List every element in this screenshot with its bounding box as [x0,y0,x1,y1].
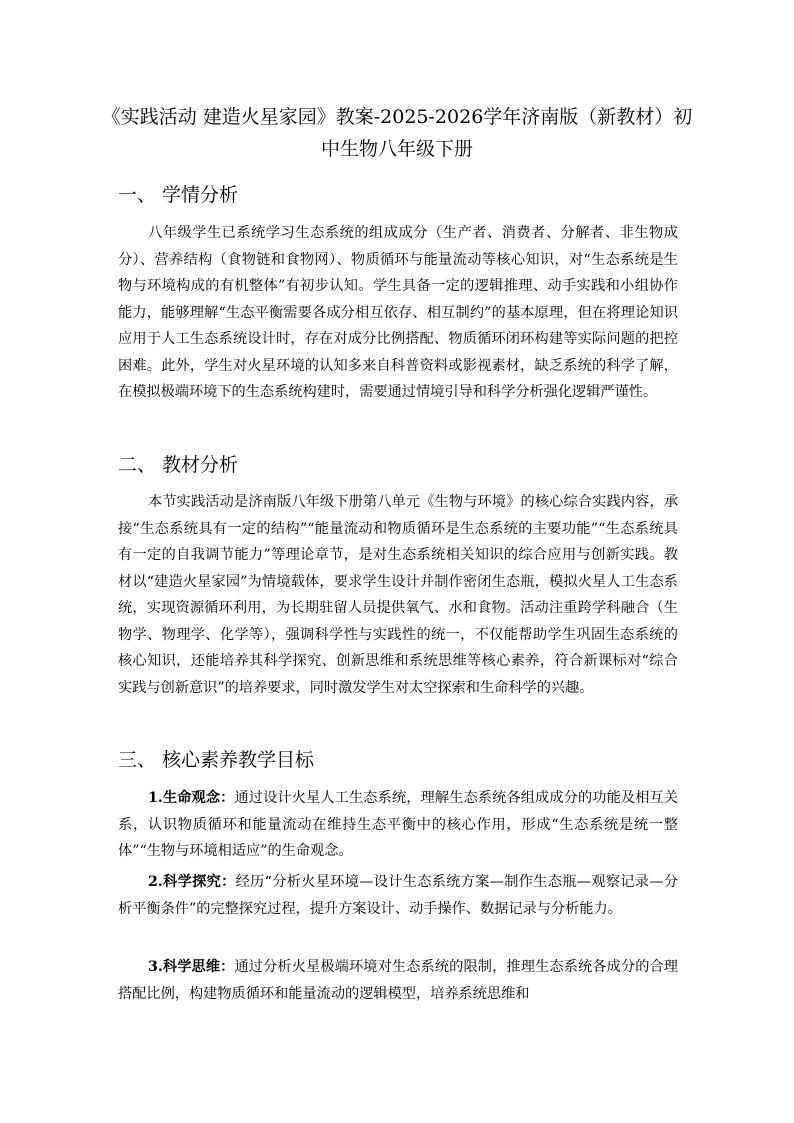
objective-item-scientific-inquiry [118,869,678,922]
section-heading-textbook-analysis: 二、 教材分析 [118,454,239,476]
objective-text: 通过设计火星人工生态系统，理解生态系统各组成成分的功能及相互关系，认识物质循环和能量流动在维持生态平衡中的核心作用，形成“生态系统是统一整体”“生物与环境相适应”的生命观念。 [118,790,678,859]
objective-label: 2.科学探究： [148,874,236,890]
objective-item-scientific-thinking [118,954,678,1007]
document-title: 《实践活动 建造火星家园》教案-2025-2026学年济南版（新教材）初中生物八年级下册 [101,106,693,160]
section-heading-learner-analysis: 一、 学情分析 [118,184,239,206]
objective-item-life-concept [118,785,678,865]
learner-analysis-paragraph: 八年级学生已系统学习生态系统的组成成分（生产者、消费者、分解者、非生物成分）、营养结构（食物链和食物网）、物质循环与能量流动等核心知识，对“生态系统是生物与环境构成的有机整体”有初步认知。学生具备一定的逻辑推理、动手实践和小组协作能力，能够理解“生态平衡需要各成分相互依存、相互制约”的基本原理，但在将理论知识应用于人工生态系统设计时，存在对成分比例搭配、物质循环闭环构建等实际问题的把控困难。此外，学生对火星环境的认知多来自科普资料或影视素材，缺乏系统的科学了解，在模拟极端环境下的生态系统构建时，需要通过情境引导和科学分析强化逻辑严谨性。 [118,225,678,400]
textbook-analysis-paragraph: 本节实践活动是济南版八年级下册第八单元《生物与环境》的核心综合实践内容，承接“生态系统具有一定的结构”“能量流动和物质循环是生态系统的主要功能”“生态系统具有一定的自我调节能力”等理论章节，是对生态系统相关知识的综合应用与创新实践。教材以“建造火星家园”为情境载体，要求学生设计并制作密闭生态瓶，模拟火星人工生态系统，实现资源循环利用，为长期驻留人员提供氧气、水和食物。活动注重跨学科融合（生物学、物理学、化学等），强调科学性与实践性的统一，不仅能帮助学生巩固生态系统的核心知识，还能培养其科学探究、创新思维和系统思维等核心素养，符合新课标对“综合实践与创新意识”的培养要求，同时激发学生对太空探索和生命科学的兴趣。 [118,494,678,696]
objective-label: 1.生命观念： [148,790,235,806]
objective-text: 经历“分析火星环境—设计生态系统方案—制作生态瓶—观察记录—分析平衡条件”的完整探究过程，提升方案设计、动手操作、数据记录与分析能力。 [118,874,679,917]
section-heading-core-literacy-objectives: 三、 核心素养教学目标 [118,749,315,771]
objective-text: 通过分析火星极端环境对生态系统的限制，推理生态系统各成分的合理搭配比例，构建物质循环和能量流动的逻辑模型，培养系统思维和 [118,959,678,1002]
objective-label: 3.科学思维： [148,959,235,975]
